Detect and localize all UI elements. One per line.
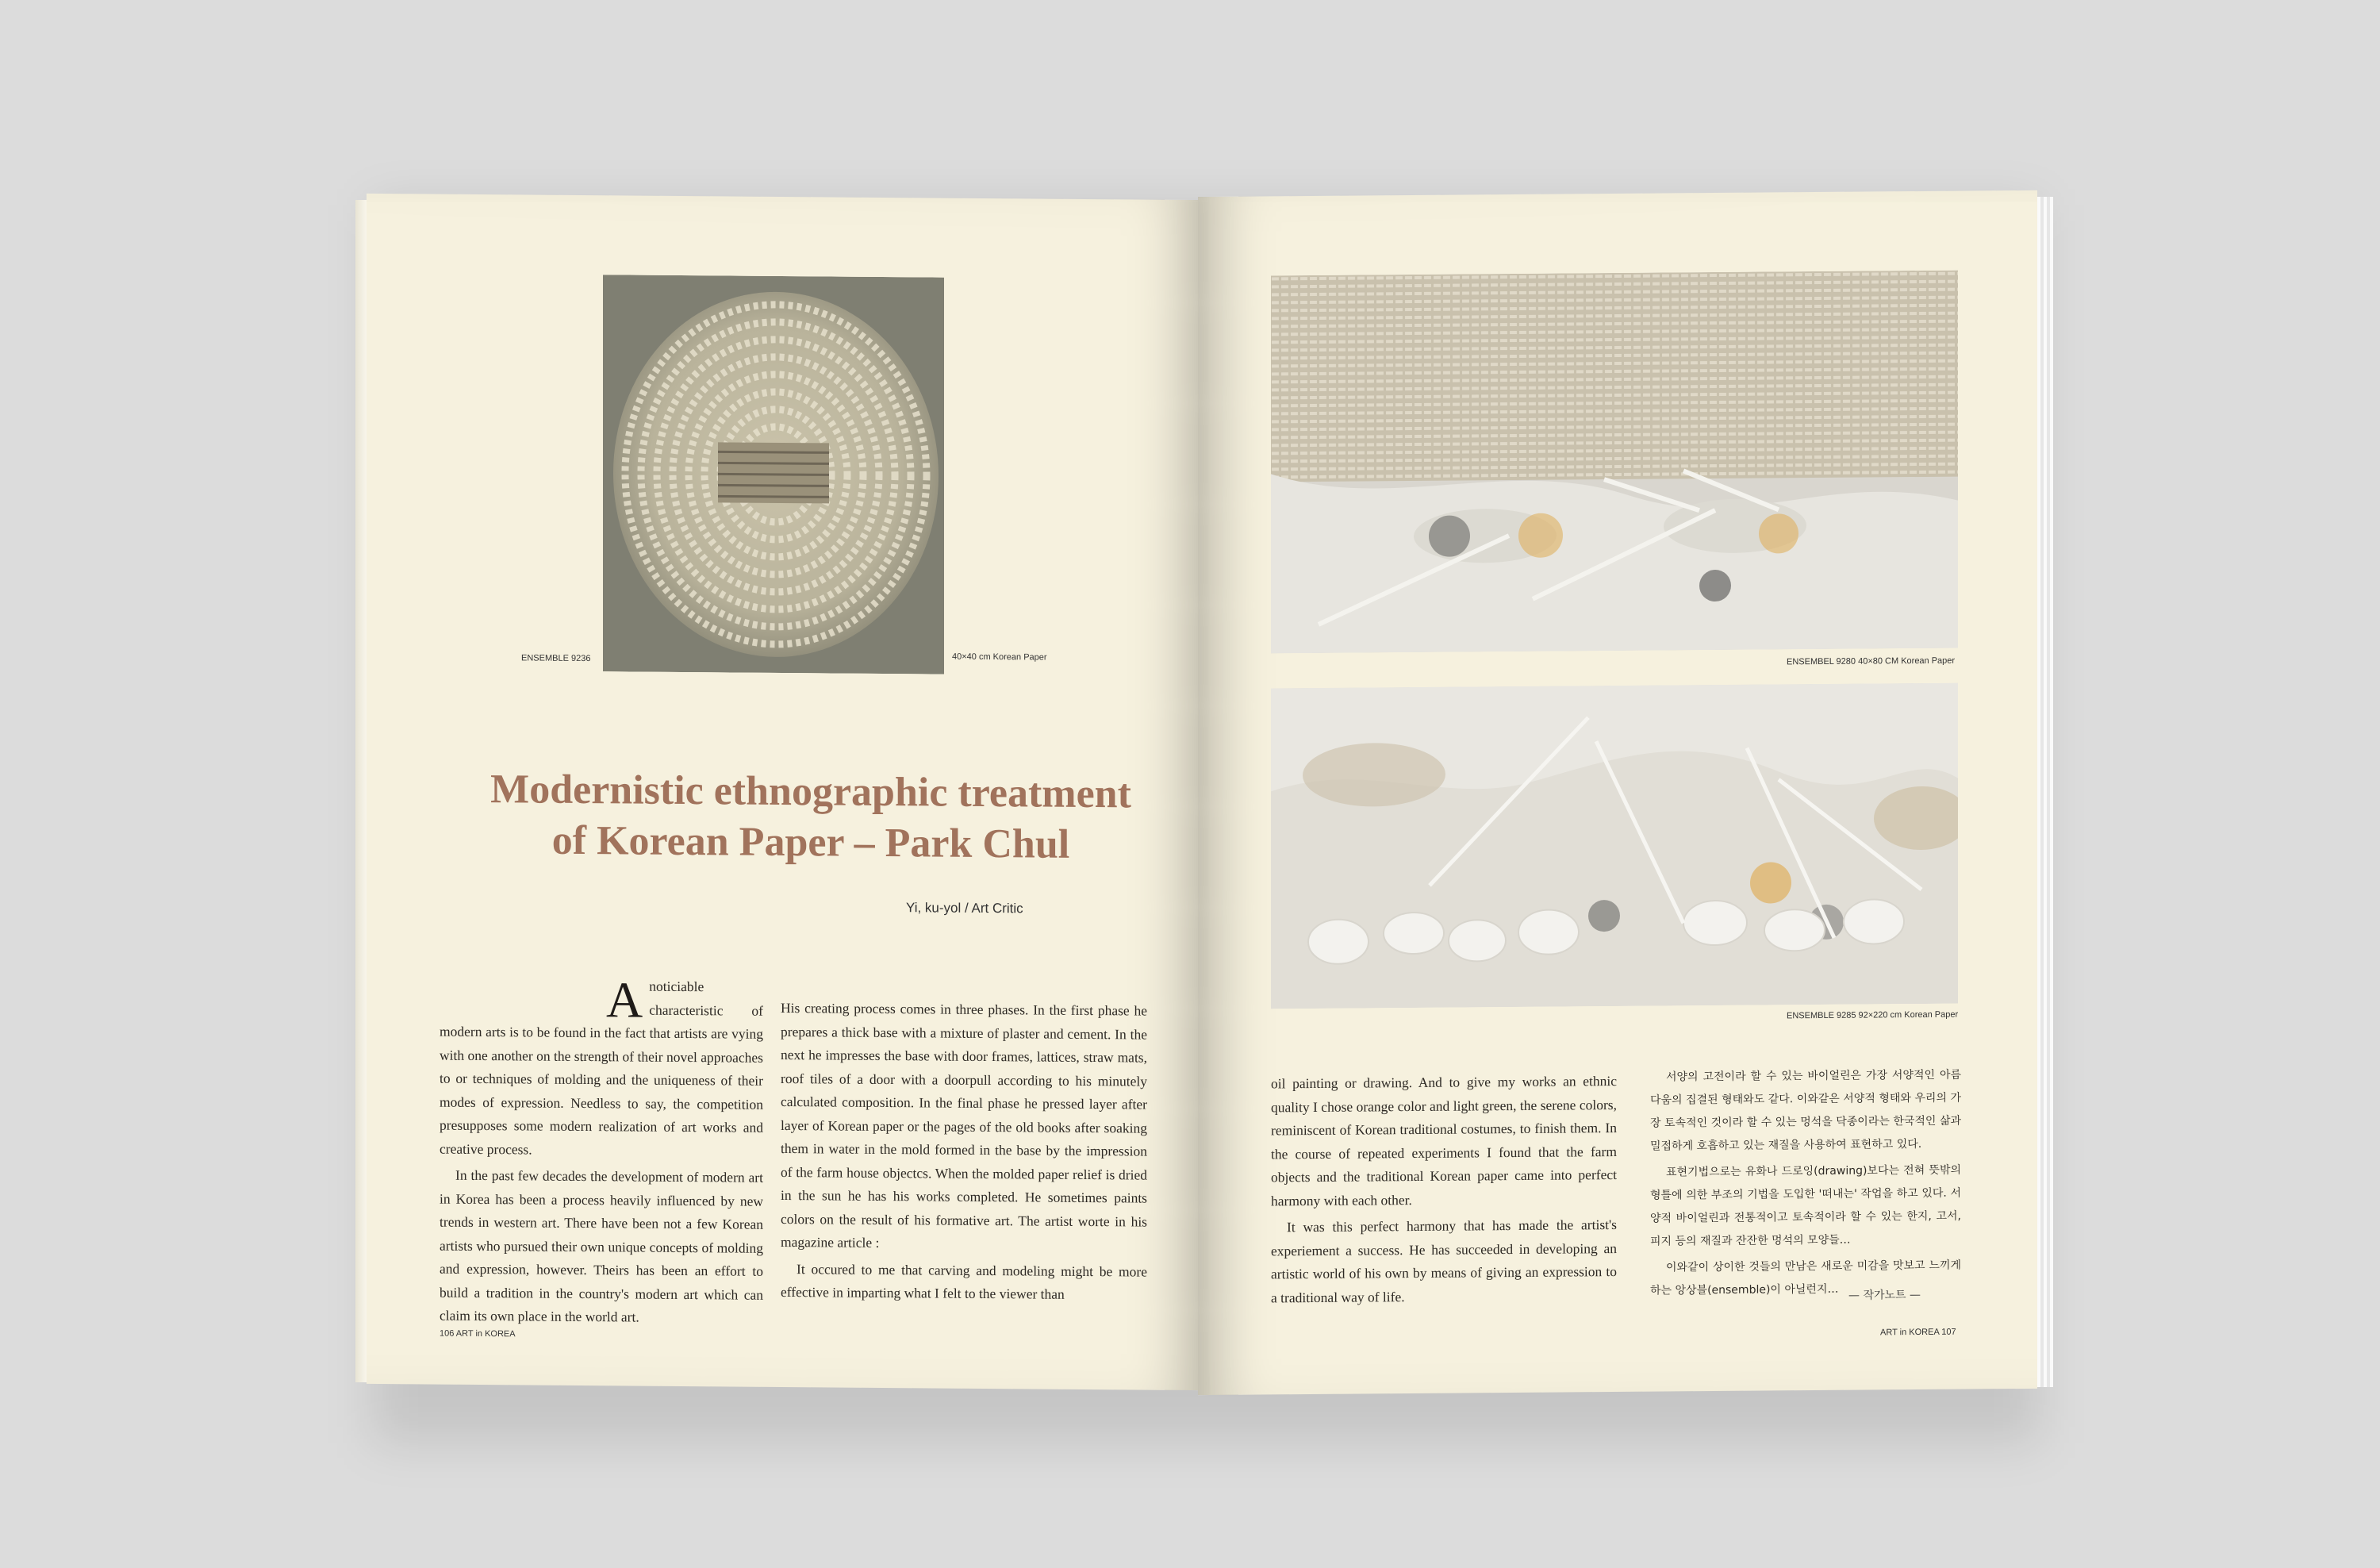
paragraph: noticiable characteristic of modern arts is to be found in the fact that artists are vying with one another on the strength of their novel approaches to or techniques of molding and the uniqueness of their modes of expression. Needless to say, the competition presupposes some modern realization of art works and creative process. bbox=[440, 978, 763, 1157]
title-line-2: of Korean Paper – Park Chul bbox=[551, 817, 1070, 867]
artwork-ensemble-9236 bbox=[603, 275, 944, 674]
artwork-ensemble-9285 bbox=[1271, 683, 1958, 1009]
left-column-2 bbox=[781, 997, 1147, 1310]
artist-note-signature: — 작가노트 — bbox=[1848, 1288, 1921, 1302]
right-column-korean bbox=[1650, 1064, 1961, 1306]
caption-size-9236: 40×40 cm Korean Paper bbox=[952, 651, 1047, 663]
left-page bbox=[367, 194, 1204, 1390]
right-page bbox=[1198, 190, 2037, 1395]
caption-ensemble-9285: ENSEMBLE 9285 92×220 cm Korean Paper bbox=[1787, 1009, 1959, 1021]
drop-cap: A bbox=[606, 971, 643, 1028]
folio-right: ART in KOREA 107 bbox=[1880, 1327, 1956, 1338]
paragraph: oil painting or drawing. And to give my works an ethnic quality I chose orange color and light green, the serene colors, reminiscent of Korean traditional costumes, to finish them. In the course of repeated experiments I found that the farm objects and the traditional Korean paper came into perfect harmony with each other. bbox=[1271, 1073, 1617, 1209]
paragraph: 서양의 고전이라 할 수 있는 바이얼린은 가장 서양적인 아름다움의 집결된 형태와도 같다. 이와같은 서양적 형태와 우리의 가장 토속적인 것이라 할 수 있는 멍석을 닥종이라는 한국적인 삶과 밀접하게 호흡하고 있는 재질을 사용하여 표현하고 있다. bbox=[1650, 1068, 1961, 1153]
artwork-ensembel-9280 bbox=[1271, 271, 1958, 654]
article-title bbox=[430, 763, 1192, 871]
paragraph: His creating process comes in three phases. In the first phase he prepares a thick base with a mixture of plaster and cement. In the next he impresses the base with door frames, lattices, straw mats, roof tiles of a door with a doorpull according to his minutely calculated composition. In the final phase he pressed layer after layer of Korean paper or the pages of the old books after soaking them in water in the mold formed in the base by the impression of the farm house objectcs. When the molded paper relief is dried in the sun he has his works completed. He sometimes paints colors on the result of his formative art. The artist worte in his magazine article : bbox=[781, 999, 1147, 1251]
paragraph: 이와같이 상이한 것들의 만남은 새로운 미감을 맛보고 느끼게 하는 앙상블(ensemble)이 아닐런지… bbox=[1650, 1259, 1961, 1297]
paragraph: It was this perfect harmony that has made the artist's experiement a success. He has succeeded in developing an artistic world of his own by means of giving an expression to a traditional way of life. bbox=[1271, 1216, 1617, 1305]
caption-ensemble-9236: ENSEMBLE 9236 bbox=[521, 653, 591, 664]
folio-left: 106 ART in KOREA bbox=[440, 1328, 516, 1339]
right-column-1 bbox=[1271, 1070, 1617, 1312]
paragraph: It occured to me that carving and modeling might be more effective in imparting what I felt to the viewer than bbox=[781, 1260, 1147, 1302]
left-column-1 bbox=[440, 971, 763, 1334]
title-line-1: Modernistic ethnographic treatment bbox=[490, 767, 1131, 817]
byline: Yi, ku-yol / Art Critic bbox=[906, 900, 1023, 917]
paragraph: In the past few decades the development of modern art in Korea has been a process heavily influenced by new trends in western art. There have been not a few Korean artists who pursued their own unique concepts of molding and expression, however. Theirs has been an effort to build a tradition in the country's modern art which can claim its own place in the world art. bbox=[440, 1166, 763, 1325]
caption-ensembel-9280: ENSEMBEL 9280 40×80 CM Korean Paper bbox=[1787, 655, 1956, 667]
paragraph: 표현기법으로는 유화나 드로잉(drawing)보다는 전혀 뜻밖의 형틀에 의한 부조의 기법을 도입한 '떠내는' 작업을 하고 있다. 서양적 바이얼린과 전통적이고 토속적이라 할 수 있는 한지, 고서, 피지 등의 재질과 잔잔한 멍석의 모양들… bbox=[1650, 1163, 1961, 1248]
